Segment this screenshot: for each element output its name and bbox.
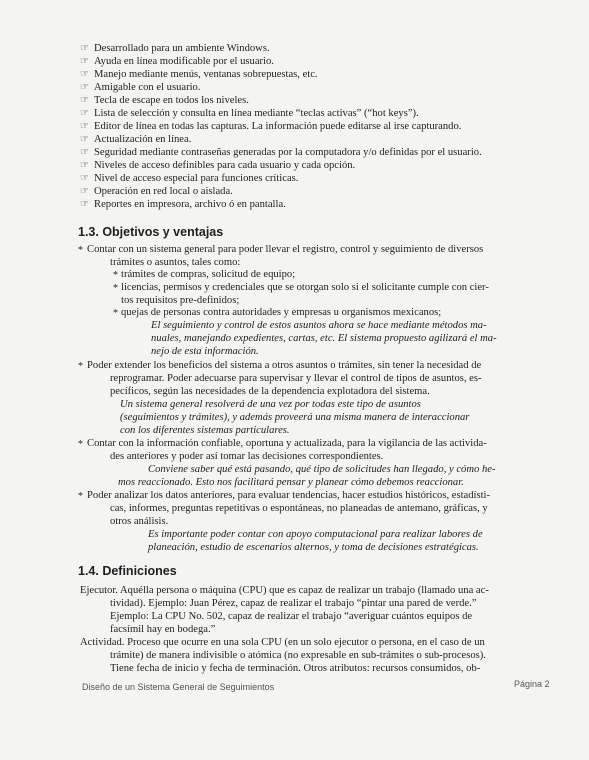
feature-item: ☞ Desarrollado para un ambiente Windows. bbox=[80, 43, 270, 54]
pointing-hand-icon: ☞ bbox=[80, 186, 89, 197]
footer-title: Diseño de un Sistema General de Seguimientos bbox=[82, 682, 275, 692]
body-line: planeación, estudio de escenarios alternos, y toma de decisiones estratégicas. bbox=[148, 542, 479, 553]
body-line: mos reaccionado. Esto nos facilitará pensar y planear cómo debemos reaccionar. bbox=[118, 477, 464, 488]
feature-item: ☞ Manejo mediante menús, ventanas sobrepuestas, etc. bbox=[80, 69, 318, 80]
body-line: nejo de esta información. bbox=[151, 346, 259, 357]
feature-item: ☞ Amigable con el usuario. bbox=[80, 82, 201, 93]
pointing-hand-icon: ☞ bbox=[80, 43, 89, 54]
asterisk-bullet-icon: * bbox=[78, 245, 83, 256]
body-line: (seguimientos y trámites), y además proveerá una misma manera de interaccionar bbox=[120, 412, 470, 423]
pointing-hand-icon: ☞ bbox=[80, 95, 89, 106]
body-line: Contar con la información confiable, oportuna y actualizada, para la vigilancia de las activida- bbox=[87, 438, 487, 449]
body-line: El seguimiento y control de estos asuntos ahora se hace mediante métodos ma- bbox=[151, 320, 487, 331]
pointing-hand-icon: ☞ bbox=[80, 56, 89, 67]
body-line: tos requisitos pre-definidos; bbox=[121, 295, 240, 306]
feature-item: ☞ Seguridad mediante contraseñas generadas por la computadora y/o definidas por el usuario. bbox=[80, 147, 482, 158]
feature-item: ☞ Reportes en impresora, archivo ó en pantalla. bbox=[80, 199, 286, 210]
pointing-hand-icon: ☞ bbox=[80, 82, 89, 93]
feature-item: ☞ Actualización en línea. bbox=[80, 134, 192, 145]
feature-item: ☞ Ayuda en línea modificable por el usuario. bbox=[80, 56, 274, 67]
feature-item: ☞ Operación en red local o aislada. bbox=[80, 186, 233, 197]
body-line: Ejecutor. Aquélla persona o máquina (CPU) que es capaz de realizar un trabajo (llamado una ac- bbox=[80, 585, 489, 596]
body-line: quejas de personas contra autoridades y empresas u organismos mexicanos; bbox=[121, 307, 442, 318]
pointing-hand-icon: ☞ bbox=[80, 160, 89, 171]
pointing-hand-icon: ☞ bbox=[80, 134, 89, 145]
asterisk-bullet-icon: * bbox=[78, 361, 83, 372]
body-line: tividad). Ejemplo: Juan Pérez, capaz de realizar el trabajo “pintar una pared de verde.” bbox=[110, 598, 477, 609]
body-line: cas, informes, preguntas repetitivas o espontáneas, no planeadas de antemano, gráficas, y bbox=[110, 503, 488, 514]
section-heading: 1.3. Objetivos y ventajas bbox=[78, 225, 224, 239]
body-line: Poder analizar los datos anteriores, para evaluar tendencias, hacer estudios históricos, estadísti- bbox=[87, 490, 491, 501]
body-line: Poder extender los beneficios del sistema a otros asuntos o trámites, sin tener la necesidad de bbox=[87, 360, 482, 371]
body-line: Un sistema general resolverá de una vez por todas este tipo de asuntos bbox=[120, 399, 421, 410]
pointing-hand-icon: ☞ bbox=[80, 108, 89, 119]
feature-item: ☞ Tecla de escape en todos los niveles. bbox=[80, 95, 249, 106]
pointing-hand-icon: ☞ bbox=[80, 121, 89, 132]
pointing-hand-icon: ☞ bbox=[80, 147, 89, 158]
feature-item: ☞ Editor de línea en todas las capturas. La información puede editarse al irse capturando. bbox=[80, 121, 462, 132]
pointing-hand-icon: ☞ bbox=[80, 199, 89, 210]
asterisk-bullet-icon: * bbox=[113, 270, 118, 281]
body-line: Conviene saber qué está pasando, qué tipo de solicitudes han llegado, y cómo he- bbox=[148, 464, 496, 475]
body-line: trámite) de manera indivisible o atómica (no expresable en sub-trámites o sub-procesos). bbox=[110, 650, 486, 661]
asterisk-bullet-icon: * bbox=[113, 308, 118, 319]
body-line: Tiene fecha de inicio y fecha de terminación. Otros atributos: recursos consumidos, ob- bbox=[110, 663, 481, 674]
body-line: Actividad. Proceso que ocurre en una sola CPU (en un solo ejecutor o persona, en el caso de un bbox=[80, 637, 485, 648]
section-heading: 1.4. Definiciones bbox=[78, 564, 177, 578]
feature-item: ☞ Nivel de acceso especial para funciones críticas. bbox=[80, 173, 299, 184]
asterisk-bullet-icon: * bbox=[78, 491, 83, 502]
feature-item: ☞ Lista de selección y consulta en línea mediante “teclas activas” (“hot keys”). bbox=[80, 108, 419, 119]
body-line: Contar con un sistema general para poder llevar el registro, control y seguimiento de diversos bbox=[87, 244, 484, 255]
page-number: Página 2 bbox=[514, 679, 550, 689]
body-line: Es importante poder contar con apoyo computacional para realizar labores de bbox=[148, 529, 483, 540]
body-line: pecíficos, según las necesidades de la dependencia explotadora del sistema. bbox=[110, 386, 430, 397]
body-line: des anteriores y poder así tomar las decisiones correspondientes. bbox=[110, 451, 384, 462]
body-line: trámites de compras, solicitud de equipo; bbox=[121, 269, 296, 280]
body-line: trámites o asuntos, tales como: bbox=[110, 257, 241, 268]
pointing-hand-icon: ☞ bbox=[80, 173, 89, 184]
asterisk-bullet-icon: * bbox=[78, 439, 83, 450]
body-line: con los diferentes sistemas particulares. bbox=[120, 425, 290, 436]
pointing-hand-icon: ☞ bbox=[80, 69, 89, 80]
body-line: Ejemplo: La CPU No. 502, capaz de realizar el trabajo “averiguar cuántos equipos de bbox=[110, 611, 473, 622]
body-line: facsímil hay en bodega.” bbox=[110, 624, 216, 635]
asterisk-bullet-icon: * bbox=[113, 283, 118, 294]
body-line: nuales, manejando expedientes, cartas, etc. El sistema propuesto agilizará el ma- bbox=[151, 333, 497, 344]
body-line: reprogramar. Poder adecuarse para supervisar y llevar el control de tipos de asuntos, es- bbox=[110, 373, 482, 384]
body-line: licencias, permisos y credenciales que se otorgan solo si el solicitante cumple con cier- bbox=[121, 282, 489, 293]
feature-item: ☞ Niveles de acceso definibles para cada usuario y cada opción. bbox=[80, 160, 356, 171]
body-line: otros análisis. bbox=[110, 516, 169, 527]
